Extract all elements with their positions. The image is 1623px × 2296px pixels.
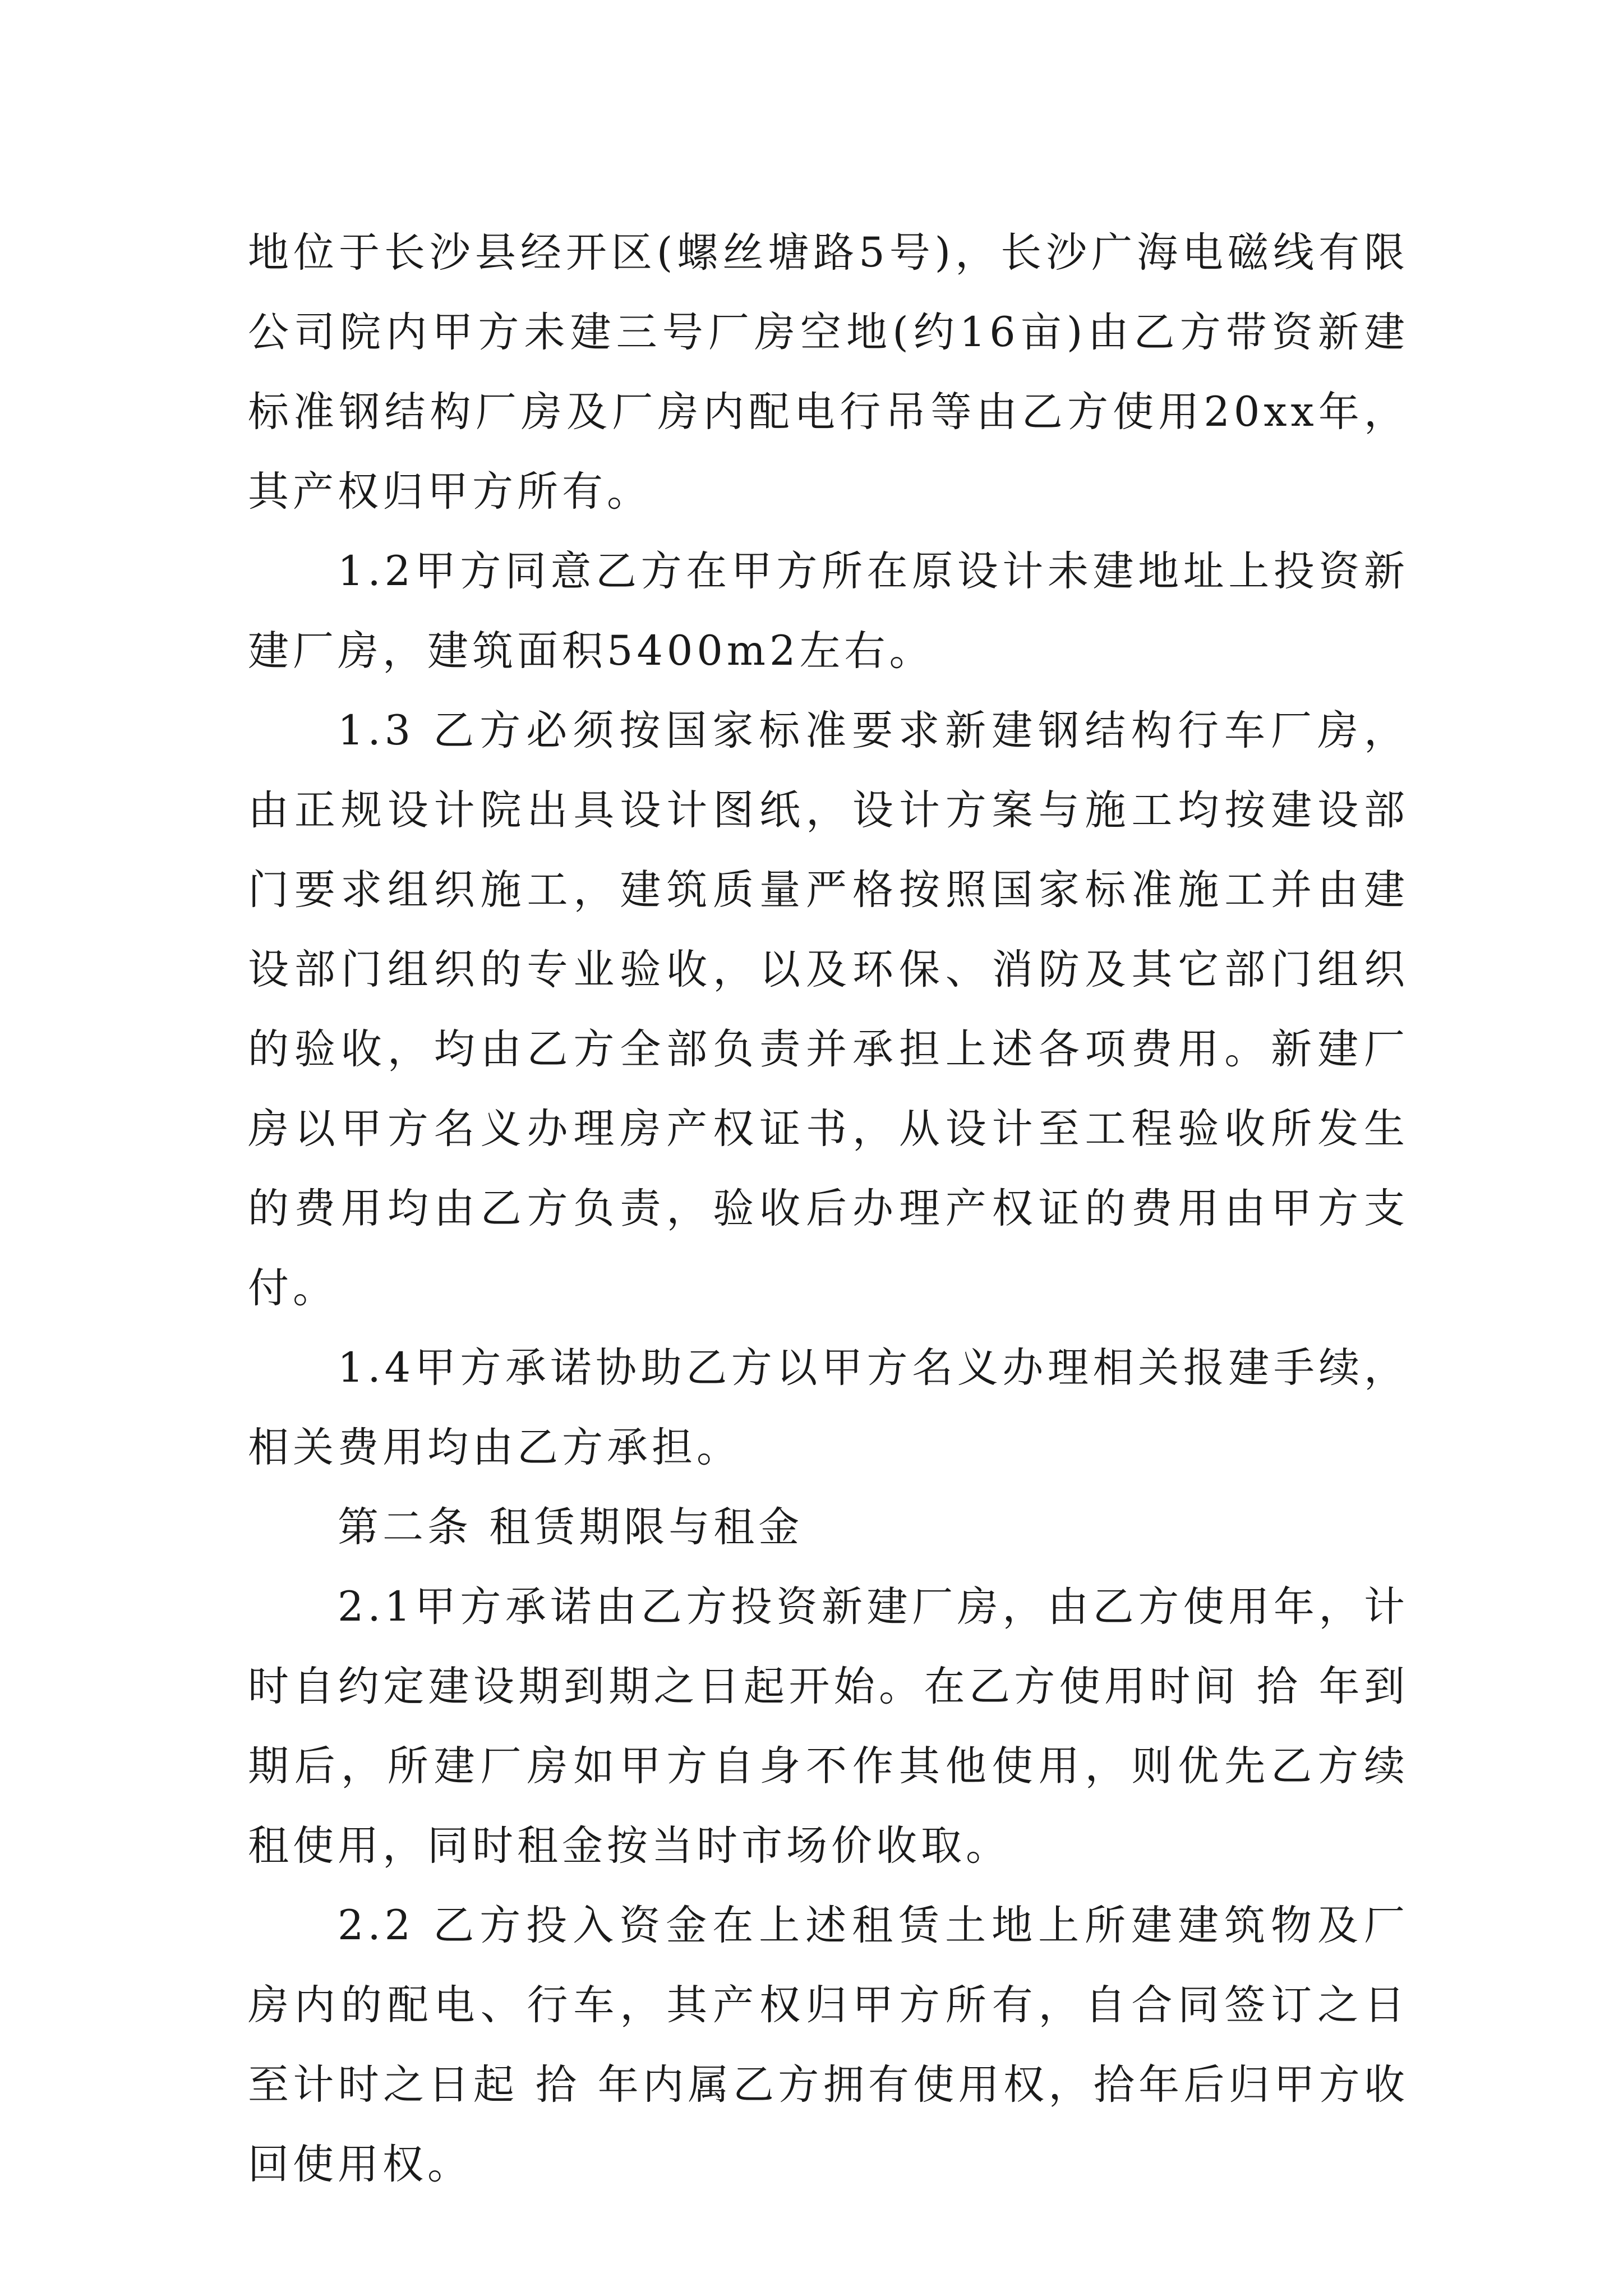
- paragraph-clause-2-2: 2.2 乙方投入资金在上述租赁土地上所建建筑物及厂房内的配电、行车，其产权归甲方所有，自合同签订之日至计时之日起 拾 年内属乙方拥有使用权，拾年后归甲方收回使用权。: [248, 1902, 1409, 2188]
- paragraph-clause-1-4: 1.4甲方承诺协助乙方以甲方名义办理相关报建手续，相关费用均由乙方承担。: [248, 1344, 1409, 1471]
- paragraph-clause-2-1: 2.1甲方承诺由乙方投资新建厂房，由乙方使用年，计时自约定建设期到期之日起开始。在乙方使用时间 拾 年到期后，所建厂房如甲方自身不作其他使用，则优先乙方续租使用，同时租金按当时市场价收取。: [248, 1583, 1409, 1870]
- paragraph-intro: 地位于长沙县经开区(螺丝塘路5号)，长沙广海电磁线有限公司院内甲方未建三号厂房空地(约16亩)由乙方带资新建标准钢结构厂房及厂房内配电行吊等由乙方使用20xx年，其产权归甲方所有。: [248, 229, 1409, 516]
- section-heading-article-2: 第二条 租赁期限与租金: [338, 1503, 804, 1551]
- paragraph-clause-1-2: 1.2甲方同意乙方在甲方所在原设计未建地址上投资新建厂房，建筑面积5400m2左右。: [248, 547, 1409, 675]
- document-body: [248, 213, 1409, 2205]
- paragraph-clause-1-3: 1.3 乙方必须按国家标准要求新建钢结构行车厂房，由正规设计院出具设计图纸，设计方案与施工均按建设部门要求组织施工，建筑质量严格按照国家标准施工并由建设部门组织的专业验收，以及环保、消防及其它部门组织的验收，均由乙方全部负责并承担上述各项费用。新建厂房以甲方名义办理房产权证书，从设计至工程验收所发生的费用均由乙方负责，验收后办理产权证的费用由甲方支付。: [248, 707, 1409, 1312]
